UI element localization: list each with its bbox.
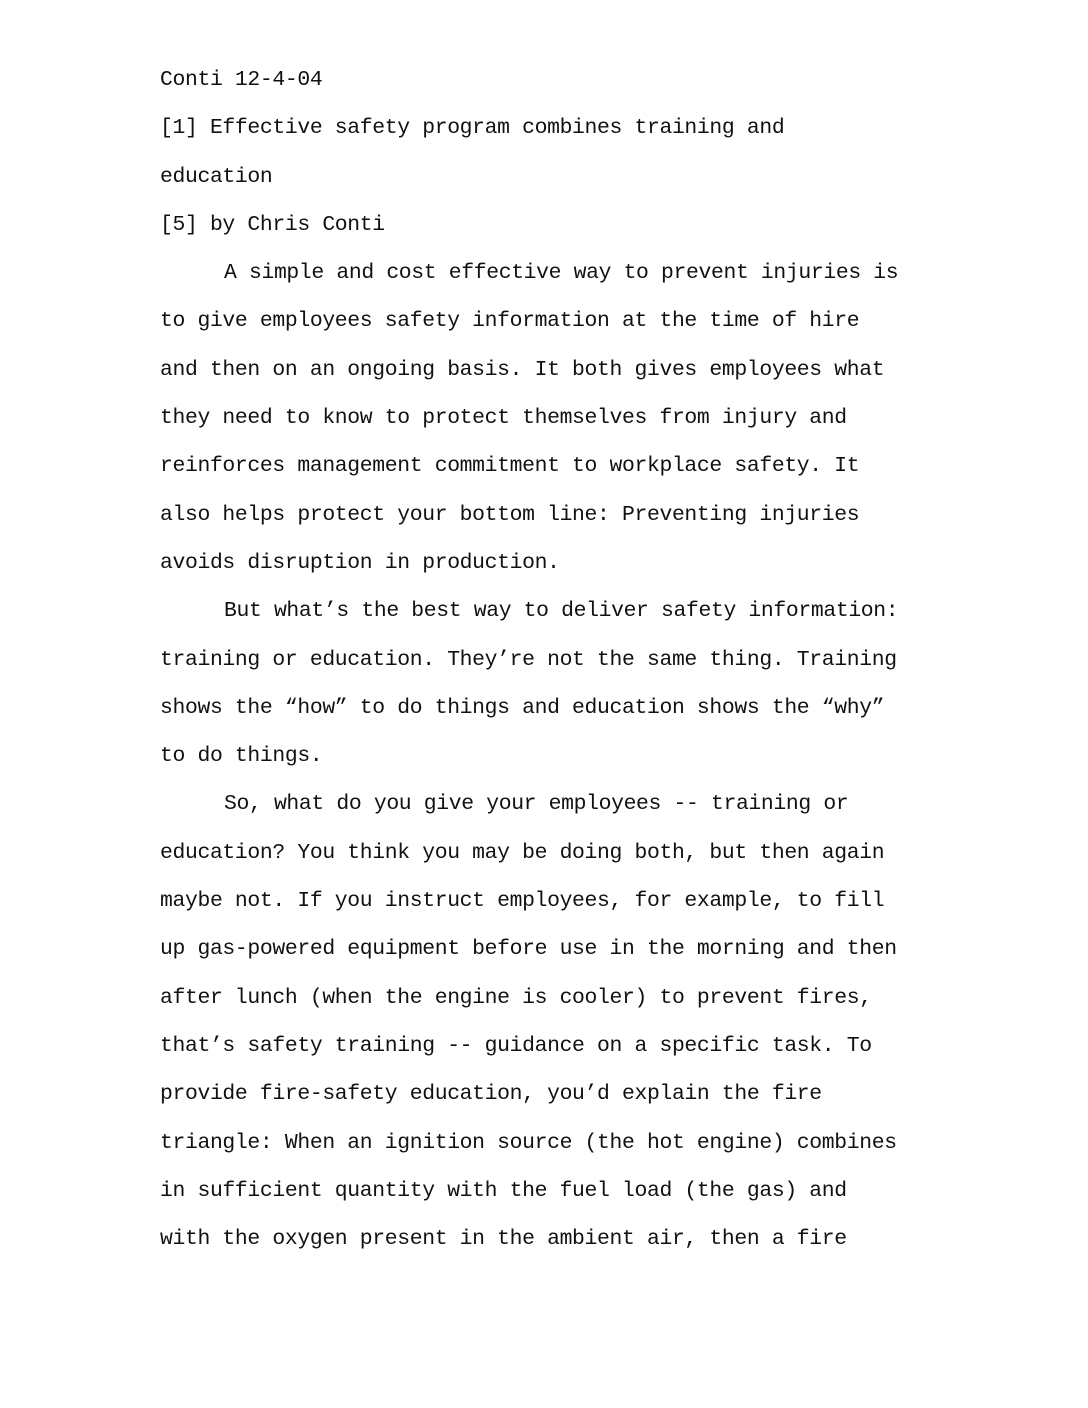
paragraph-line: education? You think you may be doing both, but then again (160, 840, 885, 865)
paragraph-line: A simple and cost effective way to prevent injuries is (224, 261, 899, 286)
paragraph-line: training or education. They’re not the same thing. Training (160, 647, 897, 672)
paragraph-line: to do things. (160, 744, 323, 769)
article-title (160, 104, 930, 201)
paragraph-line: and then on an ongoing basis. It both gives employees what (160, 357, 885, 382)
document-page (160, 56, 930, 1263)
paragraph-line: So, what do you give your employees -- training or (224, 792, 849, 817)
title-line: education (160, 164, 273, 189)
paragraph-line: maybe not. If you instruct employees, for example, to fill (160, 889, 885, 914)
byline: [5] by Chris Conti (160, 212, 385, 237)
paragraph-line: reinforces management commitment to workplace safety. It (160, 454, 860, 479)
paragraph-line: triangle: When an ignition source (the hot engine) combines (160, 1130, 897, 1155)
title-line: [1] Effective safety program combines training and (160, 116, 785, 141)
paragraph-line: up gas-powered equipment before use in the morning and then (160, 937, 897, 962)
paragraph-1 (160, 249, 930, 587)
paragraph-line: in sufficient quantity with the fuel load (the gas) and (160, 1178, 847, 1203)
paragraph-line: shows the “how” to do things and education shows the “why” (160, 695, 885, 720)
paragraph-line: to give employees safety information at the time of hire (160, 309, 860, 334)
paragraph-3 (160, 780, 930, 1263)
paragraph-line: with the oxygen present in the ambient air, then a fire (160, 1227, 847, 1252)
paragraph-line: that’s safety training -- guidance on a specific task. To (160, 1033, 872, 1058)
paragraph-line: also helps protect your bottom line: Preventing injuries (160, 502, 860, 527)
paragraph-line: after lunch (when the engine is cooler) to prevent fires, (160, 985, 872, 1010)
document-header: Conti 12-4-04 (160, 68, 323, 92)
paragraph-line: avoids disruption in production. (160, 550, 560, 575)
paragraph-line: But what’s the best way to deliver safety information: (224, 599, 899, 624)
paragraph-2 (160, 587, 930, 780)
paragraph-line: provide fire-safety education, you’d explain the fire (160, 1082, 822, 1107)
paragraph-line: they need to know to protect themselves from injury and (160, 406, 847, 431)
